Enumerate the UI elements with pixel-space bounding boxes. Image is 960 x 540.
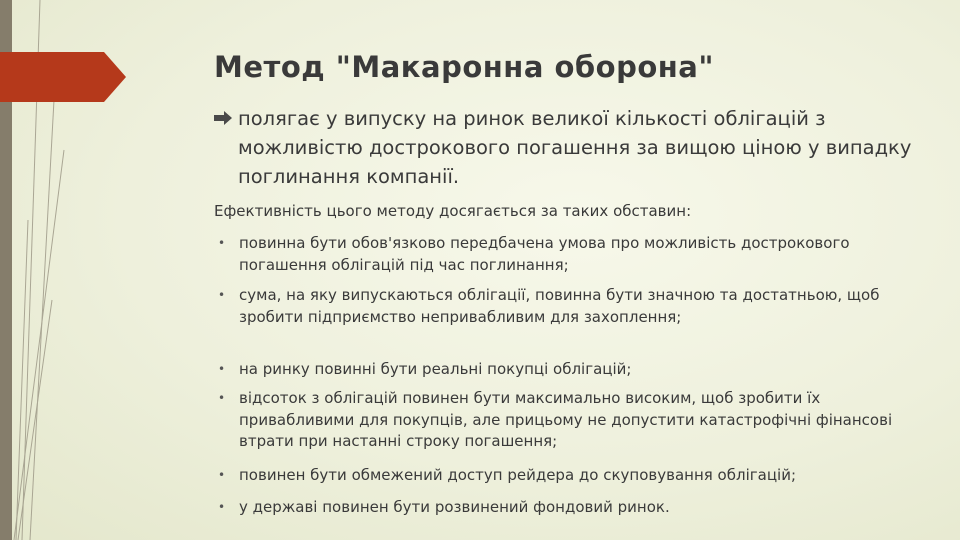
list-item [214,465,894,487]
list-item-text: на ринку повинні бути реальні покупці облігацій; [239,360,632,378]
list-item-text: відсоток з облігацій повинен бути максимально високим, щоб зробити їх привабливими для покупців, але прицьому не допустити катастрофічні фінансові втрати при настанні строку погашення; [239,389,893,450]
list-item-text: повинен бути обмежений доступ рейдера до скуповування облігацій; [239,466,796,484]
intro-paragraph [214,104,914,191]
bullet-dot: • [218,236,226,250]
bullet-dot: • [218,288,226,302]
list-item [214,233,894,276]
bullet-dot: • [218,362,226,376]
bullet-dot: • [218,468,226,482]
list-item [214,497,894,519]
list-item [214,285,894,328]
list-item [214,388,894,453]
lead-text: Ефективність цього методу досягається за таких обставин: [214,202,692,220]
arrow-bullet-icon [214,111,232,125]
slide-title: Метод "Макаронна оборона" [214,50,714,84]
list-item [214,359,894,381]
title-arrow-icon [0,52,126,102]
bullet-dot: • [218,500,226,514]
list-item-text: у державі повинен бути розвинений фондовий ринок. [239,498,670,516]
list-item-text: повинна бути обов'язково передбачена умова про можливість дострокового погашення облігацій під час поглинання; [239,234,850,274]
bullet-dot: • [218,391,226,405]
list-item-text: сума, на яку випускаються облігації, повинна бути значною та достатньою, щоб зробити підприємство непривабливим для захоплення; [239,286,880,326]
intro-text: полягає у випуску на ринок великої кількості облігацій з можливістю дострокового погашення за вищою ціною у випадку поглинання компанії. [238,107,912,188]
